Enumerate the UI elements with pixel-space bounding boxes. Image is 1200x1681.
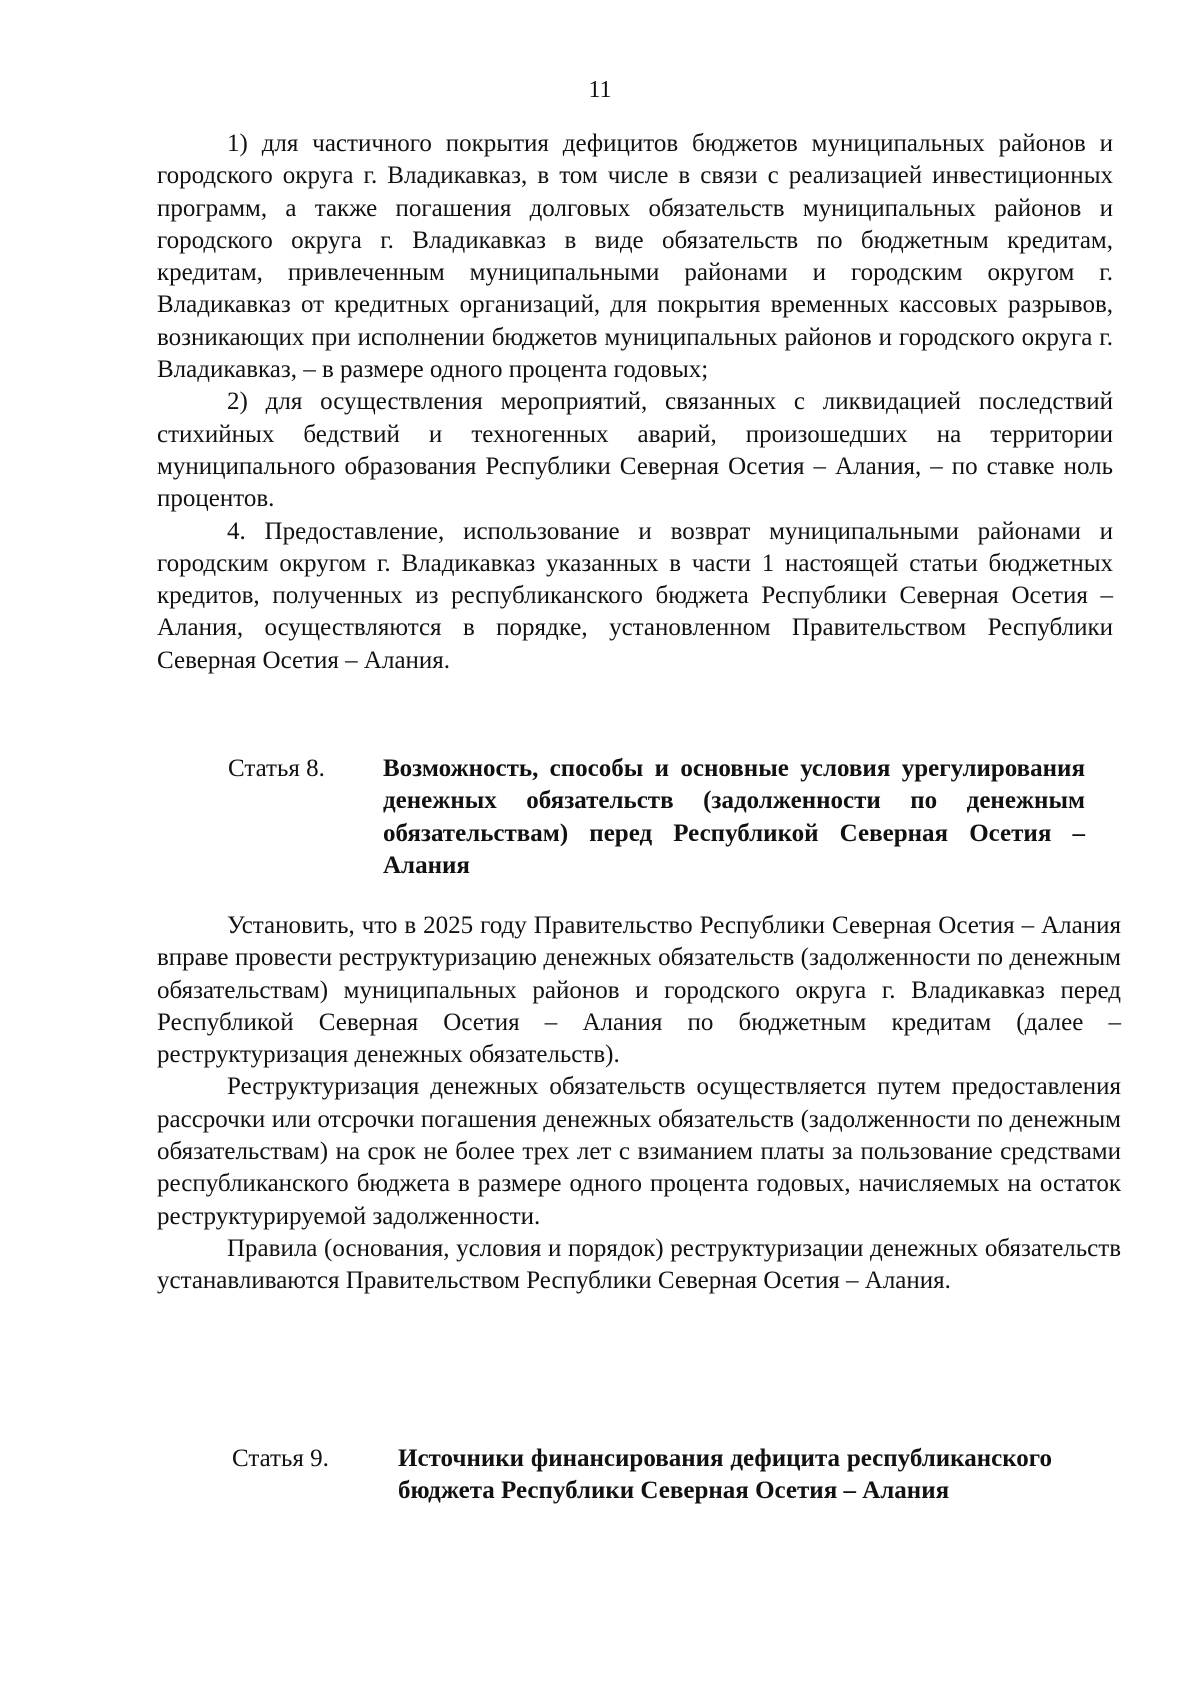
article-8-heading xyxy=(228,753,1085,882)
article-8-body xyxy=(157,910,1121,1298)
article-8-paragraph-1: Установить, что в 2025 году Правительство Республики Северная Осетия – Алания вправе провести реструктуризацию денежных обязательств (задолженности по денежным обязательствам) муниципальных районов и городского округа г. Владикавказ перед Республикой Северная Осетия – Алания по бюджетным кредитам (далее – реструктуризация денежных обязательств). xyxy=(157,912,1121,1069)
article-8-title: Возможность, способы и основные условия урегулирования денежных обязательств (задолженности по денежным обязательствам) перед Республикой Северная Осетия – Алания xyxy=(383,755,1085,879)
article-8-paragraph-3: Правила (основания, условия и порядок) реструктуризации денежных обязательств устанавливаются Правительством Республики Северная Осетия – Алания. xyxy=(157,1234,1121,1295)
paragraph-item-1: 1) для частичного покрытия дефицитов бюджетов муниципальных районов и городского округа г. Владикавказ, в том числе в связи с реализацией инвестиционных программ, а также погашения долговых обязательств муниципальных районов и городского округа г. Владикавказ в виде обязательств по бюджетным кредитам, кредитам, привлеченным муниципальными районами и городским округом г. Владикавказ от кредитных организаций, для покрытия временных кассовых разрывов, возникающих при исполнении бюджетов муниципальных районов и городского округа г. Владикавказ, – в размере одного процента годовых; xyxy=(157,130,1113,384)
article-9-title: Источники финансирования дефицита республиканского бюджета Республики Северная Осетия – Алания xyxy=(398,1445,1052,1505)
article-8-label: Статья 8. xyxy=(228,755,325,782)
article-9-heading xyxy=(232,1443,1052,1508)
paragraph-part-4: 4. Предоставление, использование и возврат муниципальными районами и городским округом г. Владикавказ указанных в части 1 настоящей статьи бюджетных кредитов, полученных из республиканского бюджета Республики Северная Осетия – Алания, осуществляются в порядке, установленном Правительством Республики Северная Осетия – Алания. xyxy=(157,517,1113,674)
paragraph-item-2: 2) для осуществления мероприятий, связанных с ликвидацией последствий стихийных бедствий и техногенных аварий, произошедших на территории муниципального образования Республики Северная Осетия – Алания, – по ставке ноль процентов. xyxy=(157,388,1113,513)
article-9-label: Статья 9. xyxy=(232,1445,329,1472)
bank-credit-terms-section xyxy=(157,128,1113,677)
article-8-paragraph-2: Реструктуризация денежных обязательств осуществляется путем предоставления рассрочки или отсрочки погашения денежных обязательств (задолженности по денежным обязательствам) на срок не более трех лет с взиманием платы за пользование средствами республиканского бюджета в размере одного процента годовых, начисляемых на остаток реструктурируемой задолженности. xyxy=(157,1073,1121,1230)
page-number: 11 xyxy=(588,77,612,103)
